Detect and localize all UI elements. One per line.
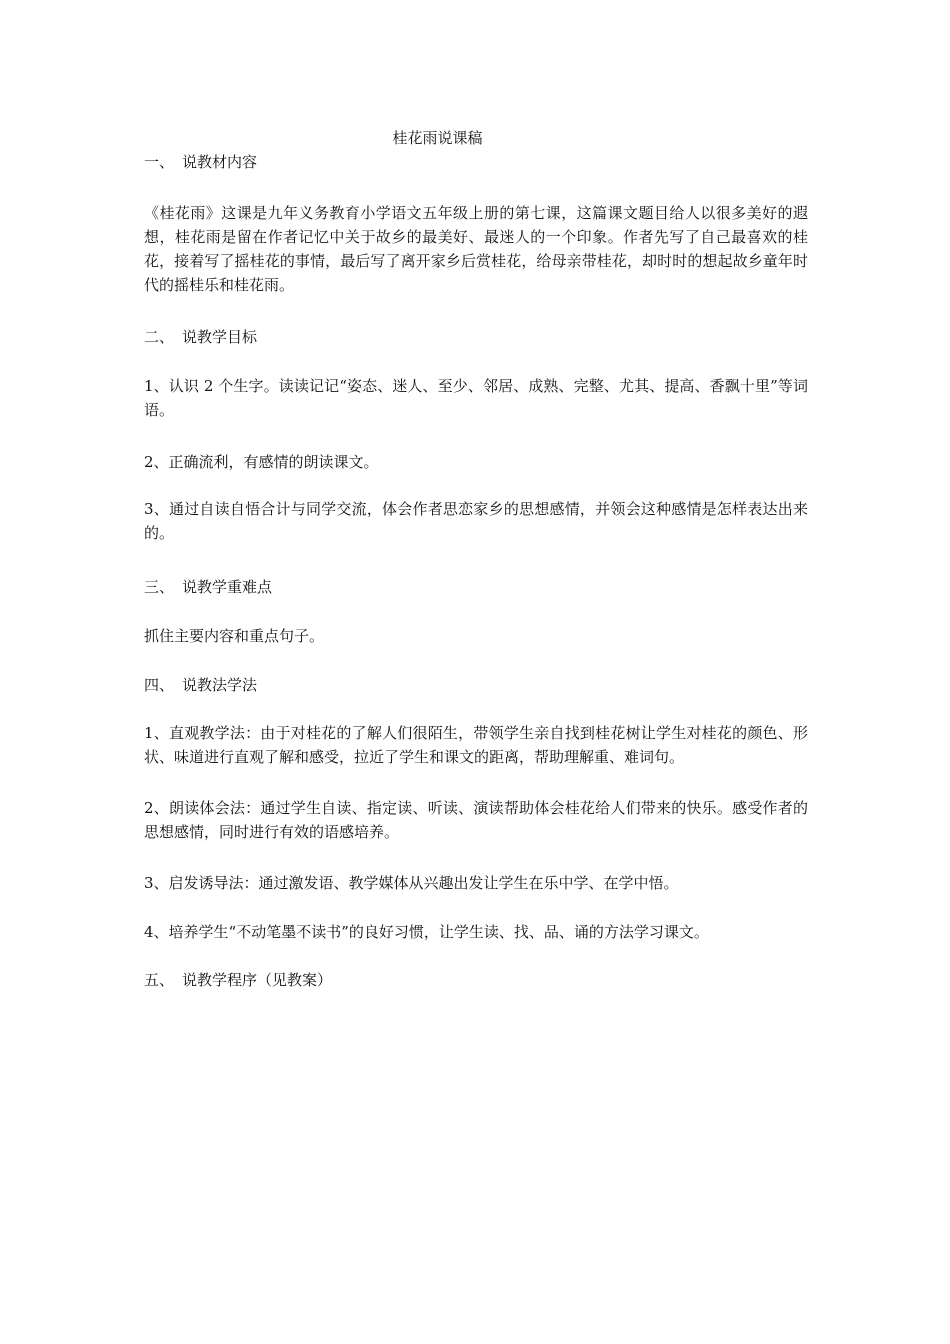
- section-heading-3: [144, 577, 272, 597]
- section-heading-5: [144, 970, 332, 990]
- paragraph: 1、直观教学法：由于对桂花的了解人们很陌生，带领学生亲自找到桂花树让学生对桂花的颜色、形状、味道进行直观了解和感受，拉近了学生和课文的距离，帮助理解重、难词句。: [144, 724, 808, 766]
- paragraph: 1、认识 2 个生字。读读记记“姿态、迷人、至少、邻居、成熟、完整、尤其、提高、香飘十里”等词语。: [144, 377, 808, 419]
- section-title: 说教学重难点: [182, 578, 273, 596]
- paragraph: 《桂花雨》这课是九年义务教育小学语文五年级上册的第七课，这篇课文题目给人以很多美好的遐想，桂花雨是留在作者记忆中关于故乡的最美好、最迷人的一个印象。作者先写了自己最喜欢的桂花，接着写了摇桂花的事情，最后写了离开家乡后赏桂花，给母亲带桂花，却时时的想起故乡童年时代的摇桂乐和桂花雨。: [144, 204, 808, 294]
- section-number: 四、: [144, 676, 175, 694]
- section-heading-2: [144, 327, 257, 347]
- paragraph: 2、朗读体会法：通过学生自读、指定读、听读、演读帮助体会桂花给人们带来的快乐。感受作者的思想感情，同时进行有效的语感培养。: [144, 799, 808, 841]
- paragraph: 3、通过自读自悟合计与同学交流，体会作者思恋家乡的思想感情，并领会这种感情是怎样表达出来的。: [144, 500, 808, 542]
- section-number: 三、: [144, 578, 175, 596]
- paragraph: 4、培养学生“不动笔墨不读书”的良好习惯，让学生读、找、品、诵的方法学习课文。: [144, 923, 709, 941]
- section-number: 一、: [144, 153, 175, 171]
- section-number: 五、: [144, 971, 175, 989]
- section-title: 说教学目标: [182, 328, 258, 346]
- section-number: 二、: [144, 328, 175, 346]
- section-title: 说教材内容: [182, 153, 258, 171]
- section-heading-4: [144, 675, 257, 695]
- section-heading-1: [144, 152, 257, 172]
- section-title: 说教法学法: [182, 676, 258, 694]
- document-title: 桂花雨说课稿: [392, 129, 483, 147]
- paragraph: 2、正确流利，有感情的朗读课文。: [144, 453, 379, 471]
- section-title: 说教学程序（见教案）: [182, 971, 333, 989]
- paragraph: 抓住主要内容和重点句子。: [144, 627, 325, 645]
- paragraph: 3、启发诱导法：通过激发语、教学媒体从兴趣出发让学生在乐中学、在学中悟。: [144, 874, 679, 892]
